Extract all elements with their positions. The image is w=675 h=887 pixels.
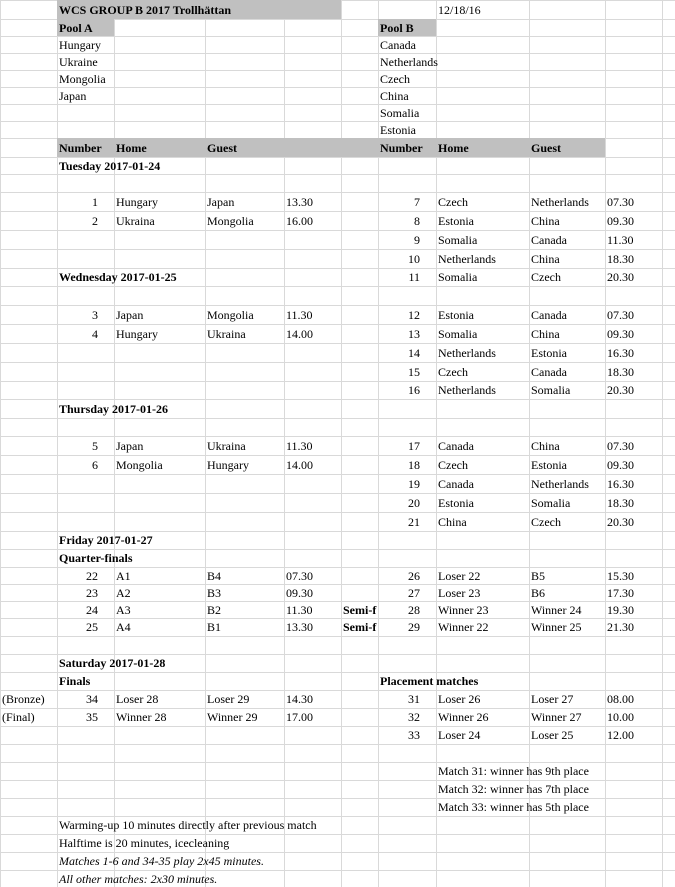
match-home: Japan [116,438,144,453]
placement-label: Placement matches [380,674,479,688]
match-number: 15 [408,364,420,379]
match-time: 13.30 [286,194,313,209]
match-home: Estonia [438,213,474,228]
match-time: 18.30 [607,251,634,266]
column-header-left: Number [59,140,102,155]
match-number: 9 [414,232,420,247]
placement-note: Match 31: winner has 9th place [438,764,589,778]
match-home: Estonia [438,495,474,510]
pool-a-team: Mongolia [59,71,106,86]
match-time: 14.00 [286,457,313,472]
match-time: 18.30 [607,495,634,510]
match-time: 08.00 [607,692,634,706]
match-guest: Ukraina [207,438,246,453]
match-time: 20.30 [607,514,634,529]
sheet-date: 12/18/16 [438,2,481,17]
match-time: 09.30 [607,457,634,472]
final-tag: (Bronze) [2,692,45,706]
match-time: 11.30 [607,232,634,247]
pool-b-team: Czech [380,71,410,86]
match-number: 7 [414,194,420,209]
match-home: Winner 26 [438,710,489,724]
pool-b-team: Netherlands [380,54,438,69]
match-number: 18 [408,457,420,472]
match-guest: Netherlands [531,476,589,491]
match-guest: B4 [207,568,222,583]
match-home: Estonia [438,307,474,322]
match-time: 18.30 [607,364,634,379]
match-home: Somalia [438,232,478,247]
match-number: 34 [86,692,98,706]
column-header-right: Number [380,140,423,155]
match-time: 11.30 [286,438,313,453]
match-guest: Loser 25 [531,728,574,742]
footer-note: Warming-up 10 minutes directly after previous match [59,818,317,832]
match-home: Hungary [116,326,158,341]
match-number: 3 [92,307,98,322]
match-home: Ukraina [116,213,155,228]
match-time: 15.30 [607,568,634,583]
match-time: 21.30 [607,620,634,634]
pool-b-team: Somalia [380,105,420,120]
quarter-finals-label: Quarter-finals [59,551,133,565]
match-home: Japan [116,307,144,322]
match-guest: B5 [531,568,546,583]
column-header-right: Home [438,140,469,155]
match-guest: China [531,438,560,453]
pool-b-team: China [380,88,409,103]
match-time: 14.00 [286,326,313,341]
match-home: Czech [438,457,468,472]
match-home: China [438,514,467,529]
match-guest: China [531,213,560,228]
match-guest: B6 [531,585,546,600]
match-number: 4 [92,326,98,341]
match-guest: Ukraina [207,326,246,341]
match-time: 17.00 [286,710,313,724]
pool-b-team: Estonia [380,122,416,137]
match-time: 11.30 [286,307,313,322]
match-guest: Czech [531,270,561,284]
match-home: Canada [438,438,474,453]
pool-b-team: Canada [380,37,416,52]
footer-note: Halftime is 20 minutes, icecleaning [59,836,230,850]
match-time: 07.30 [286,568,313,583]
match-home: Loser 23 [438,585,481,600]
match-number: 21 [408,514,420,529]
match-time: 11.30 [286,602,313,617]
match-home: A4 [116,620,131,634]
match-number: 26 [408,568,420,583]
match-number: 25 [86,620,98,634]
match-home: Hungary [116,194,158,209]
match-time: 16.00 [286,213,313,228]
match-guest: Winner 27 [531,710,582,724]
column-header-right: Guest [531,140,561,155]
match-number: 10 [408,251,420,266]
match-time: 16.30 [607,476,634,491]
match-number: 11 [408,270,420,284]
day-label: Saturday 2017-01-28 [59,656,166,670]
match-number: 32 [408,710,420,724]
match-number: 20 [408,495,420,510]
match-guest: Loser 27 [531,692,574,706]
semi-final-tag: Semi-f [343,620,377,634]
match-number: 5 [92,438,98,453]
match-guest: Somalia [531,495,571,510]
pool-b-label: Pool B [380,20,414,35]
match-time: 09.30 [607,326,634,341]
match-home: Loser 28 [116,692,159,706]
match-number: 13 [408,326,420,341]
match-time: 09.30 [607,213,634,228]
match-guest: Czech [531,514,561,529]
match-number: 33 [408,728,420,742]
match-guest: Canada [531,307,567,322]
match-guest: B2 [207,602,222,617]
match-home: Winner 23 [438,602,489,617]
match-home: Somalia [438,270,478,284]
match-home: Loser 24 [438,728,481,742]
day-label: Friday 2017-01-27 [59,533,153,547]
match-guest: Hungary [207,457,249,472]
match-number: 35 [86,710,98,724]
sheet-title: WCS GROUP B 2017 Trollhättan [59,2,232,17]
match-guest: Loser 29 [207,692,250,706]
match-home: A1 [116,568,131,583]
match-guest: Canada [531,364,567,379]
match-guest: Estonia [531,345,567,360]
match-guest: Winner 25 [531,620,582,634]
match-home: Loser 22 [438,568,481,583]
match-number: 28 [408,602,420,617]
match-time: 16.30 [607,345,634,360]
final-tag: (Final) [2,710,35,724]
match-number: 31 [408,692,420,706]
match-guest: B1 [207,620,222,634]
match-number: 16 [408,383,420,397]
match-home: Somalia [438,326,478,341]
day-label: Wednesday 2017-01-25 [59,270,177,284]
match-guest: B3 [207,585,222,600]
match-number: 8 [414,213,420,228]
match-guest: Estonia [531,457,567,472]
match-number: 27 [408,585,420,600]
match-home: Czech [438,194,468,209]
match-home: Netherlands [438,383,496,397]
match-time: 07.30 [607,438,634,453]
match-time: 10.00 [607,710,634,724]
match-home: Mongolia [116,457,163,472]
match-home: Winner 22 [438,620,489,634]
match-home: Czech [438,364,468,379]
finals-label: Finals [59,674,91,688]
semi-final-tag: Semi-f [343,602,377,617]
match-time: 12.00 [607,728,634,742]
column-header-left: Guest [207,140,237,155]
match-number: 17 [408,438,420,453]
match-number: 14 [408,345,420,360]
pool-a-team: Ukraine [59,54,98,69]
match-guest: Mongolia [207,213,254,228]
day-label: Thursday 2017-01-26 [59,401,169,416]
match-home: Loser 26 [438,692,481,706]
match-guest: Winner 24 [531,602,582,617]
match-time: 20.30 [607,270,634,284]
match-number: 22 [86,568,98,583]
match-number: 12 [408,307,420,322]
match-time: 14.30 [286,692,313,706]
match-guest: Winner 29 [207,710,258,724]
placement-note: Match 32: winner has 7th place [438,782,589,796]
match-time: 07.30 [607,194,634,209]
match-guest: Mongolia [207,307,254,322]
footer-note: All other matches: 2x30 minutes. [59,871,218,886]
match-home: A3 [116,602,131,617]
match-time: 17.30 [607,585,634,600]
column-header-left: Home [116,140,147,155]
match-number: 2 [92,213,98,228]
match-number: 24 [86,602,98,617]
match-guest: China [531,251,560,266]
match-time: 19.30 [607,602,634,617]
match-time: 13.30 [286,620,313,634]
match-number: 1 [92,194,98,209]
match-time: 20.30 [607,383,634,397]
match-number: 23 [86,585,98,600]
match-number: 29 [408,620,420,634]
match-guest: Japan [207,194,235,209]
match-home: Netherlands [438,251,496,266]
placement-note: Match 33: winner has 5th place [438,800,589,814]
match-guest: Somalia [531,383,571,397]
day-label: Tuesday 2017-01-24 [59,158,161,173]
match-home: Winner 28 [116,710,167,724]
pool-a-team: Japan [59,88,87,103]
match-home: A2 [116,585,131,600]
footer-note: Matches 1-6 and 34-35 play 2x45 minutes. [59,854,264,868]
match-home: Netherlands [438,345,496,360]
match-guest: China [531,326,560,341]
pool-a-team: Hungary [59,37,101,52]
match-number: 19 [408,476,420,491]
match-guest: Canada [531,232,567,247]
match-guest: Netherlands [531,194,589,209]
pool-a-label: Pool A [59,20,93,35]
match-home: Canada [438,476,474,491]
match-number: 6 [92,457,98,472]
match-time: 07.30 [607,307,634,322]
match-time: 09.30 [286,585,313,600]
